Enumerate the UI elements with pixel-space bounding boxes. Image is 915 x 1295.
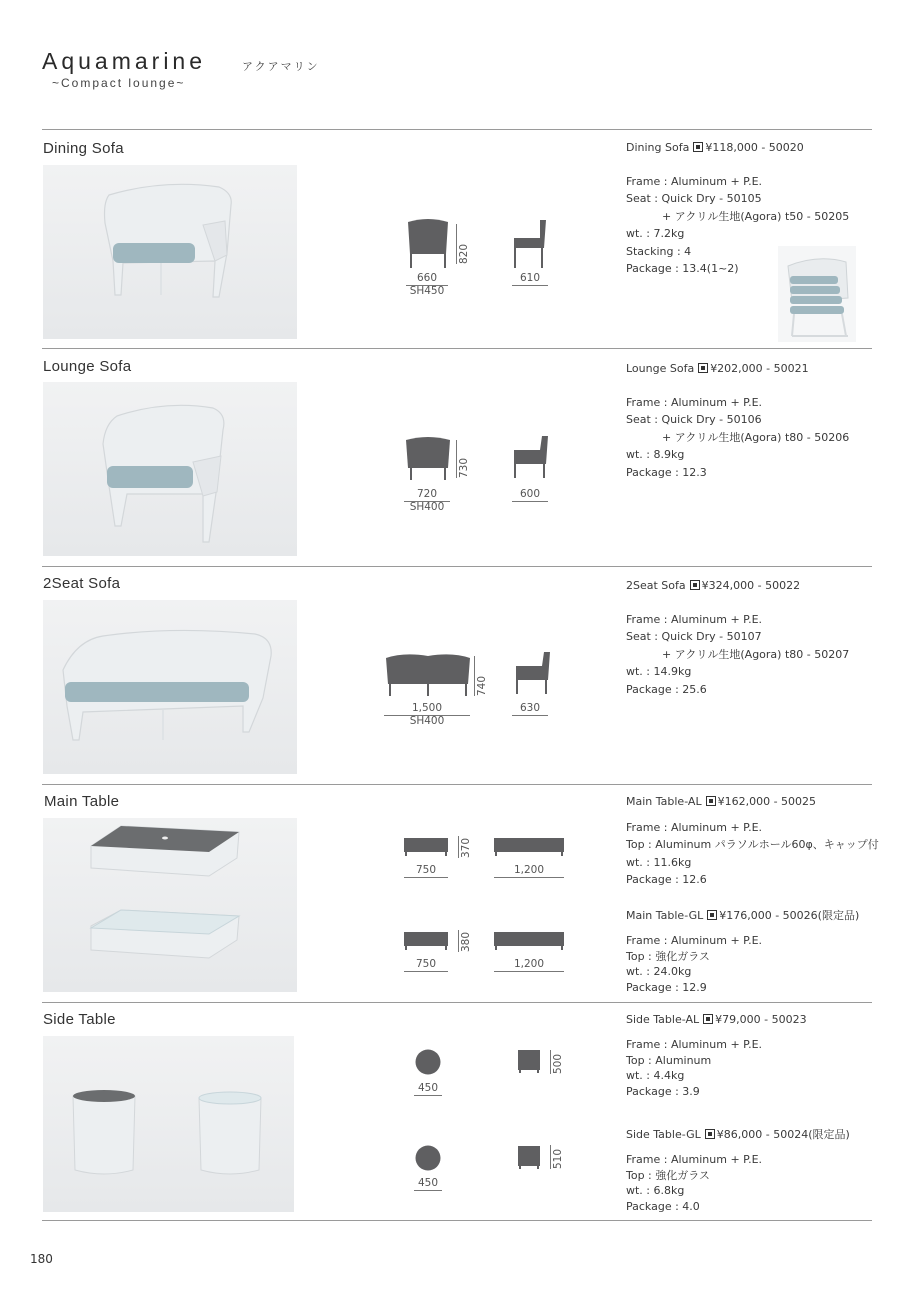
spec-line: wt. : 8.9kg	[626, 448, 685, 461]
side-view-icon	[510, 436, 552, 482]
side-view-icon	[518, 1050, 542, 1076]
product-photo-2seat-sofa	[43, 600, 297, 774]
section-title: Lounge Sofa	[43, 358, 132, 375]
spec-line: Top : Aluminum パラソルホール60φ、キャップ付	[626, 838, 879, 851]
product-spec	[626, 793, 879, 889]
brand-title-kana: アクアマリン	[242, 60, 320, 73]
spec-line: Frame : Aluminum + P.E.	[626, 1153, 763, 1167]
section-title: Main Table	[44, 793, 120, 810]
product-photo-main-table	[43, 818, 297, 992]
product-name: Side Table-AL	[626, 1013, 700, 1026]
front-view-icon	[384, 652, 472, 698]
product-price: ¥118,000 - 50020	[705, 141, 804, 154]
spec-bullet-icon	[703, 1014, 713, 1024]
top-view-icon	[414, 1048, 442, 1076]
spec-line: Top : 強化ガラス	[626, 949, 710, 963]
dim-height: 510	[550, 1145, 564, 1169]
spec-line: Package : 13.4(1~2)	[626, 262, 739, 275]
dim-width: 750	[404, 958, 448, 972]
dim-width: 1,500	[384, 702, 470, 716]
spec-line: Package : 3.9	[626, 1084, 700, 1098]
product-price: ¥176,000 - 50026(限定品)	[719, 909, 860, 922]
dim-diameter: 450	[414, 1082, 442, 1096]
product-price: ¥162,000 - 50025	[717, 795, 817, 808]
dim-seat-height: SH400	[409, 501, 445, 513]
spec-line: Frame : Aluminum + P.E.	[626, 934, 763, 948]
side-view-icon	[518, 1146, 542, 1172]
product-price: ¥79,000 - 50023	[715, 1013, 807, 1026]
spec-line: Frame : Aluminum + P.E.	[626, 174, 763, 188]
front-view-icon	[404, 434, 452, 484]
front-view-icon	[404, 932, 450, 952]
side-view-icon	[494, 932, 566, 952]
spec-bullet-icon	[707, 910, 717, 920]
product-spec	[626, 908, 859, 995]
spec-line: Package : 12.3	[626, 465, 707, 479]
dim-length: 1,200	[494, 864, 564, 878]
dim-height: 380	[460, 931, 472, 952]
spec-line: Package : 12.6	[626, 873, 707, 886]
brand-subtitle: ~Compact lounge~	[52, 76, 186, 90]
side-view-icon	[510, 218, 550, 272]
spec-bullet-icon	[705, 1129, 715, 1139]
product-photo-stacked-chairs	[778, 246, 856, 342]
spec-bullet-icon	[693, 142, 703, 152]
product-name: Dining Sofa	[626, 141, 690, 154]
page-number: 180	[30, 1252, 53, 1266]
spec-line: wt. : 6.8kg	[626, 1184, 685, 1198]
dim-width: 660	[406, 272, 448, 286]
spec-line: + アクリル生地(Agora) t80 - 50206	[662, 430, 850, 444]
dim-height: 500	[550, 1050, 564, 1074]
spec-line: Frame : Aluminum + P.E.	[626, 395, 763, 409]
product-photo-side-table	[43, 1036, 294, 1212]
dim-seat-height: SH400	[409, 715, 445, 727]
product-name: Lounge Sofa	[626, 362, 695, 375]
product-spec	[626, 1127, 850, 1214]
spec-line: + アクリル生地(Agora) t80 - 50207	[662, 647, 850, 661]
dim-depth: 610	[512, 272, 548, 286]
product-price: ¥202,000 - 50021	[710, 362, 809, 375]
side-view-icon	[512, 652, 554, 698]
product-name: Main Table-AL	[626, 795, 702, 808]
spec-line: wt. : 14.9kg	[626, 665, 692, 678]
dim-height: 820	[456, 224, 470, 264]
product-photo-lounge-sofa	[43, 382, 297, 556]
spec-line: Seat : Quick Dry - 50105	[626, 192, 762, 205]
spec-line: + アクリル生地(Agora) t50 - 50205	[662, 209, 850, 223]
section-divider	[42, 129, 872, 130]
spec-line: Frame : Aluminum + P.E.	[626, 820, 763, 834]
product-name: 2Seat Sofa	[626, 579, 686, 592]
side-view-icon	[494, 838, 566, 858]
dim-diameter: 450	[414, 1177, 442, 1191]
product-spec	[626, 360, 849, 481]
spec-line: Package : 12.9	[626, 980, 707, 994]
dim-height: 370	[460, 837, 472, 858]
dim-seat-height: SH450	[409, 285, 445, 297]
brand-title: Aquamarine	[42, 48, 207, 74]
product-photo-dining-sofa	[43, 165, 297, 339]
section-title: Side Table	[43, 1011, 116, 1028]
spec-line: wt. : 24.0kg	[626, 965, 692, 979]
top-view-icon	[414, 1144, 442, 1172]
section-divider	[42, 1220, 872, 1221]
spec-line: wt. : 11.6kg	[626, 855, 692, 869]
spec-line: Package : 4.0	[626, 1199, 700, 1213]
front-view-icon	[404, 838, 450, 858]
product-spec	[626, 577, 849, 698]
section-divider	[42, 566, 872, 567]
product-spec	[626, 1012, 807, 1099]
spec-line: Stacking : 4	[626, 244, 692, 258]
spec-bullet-icon	[690, 580, 700, 590]
product-price: ¥324,000 - 50022	[701, 579, 801, 592]
dim-width: 750	[404, 864, 448, 878]
spec-bullet-icon	[706, 796, 716, 806]
section-title: Dining Sofa	[43, 140, 124, 157]
spec-line: Frame : Aluminum + P.E.	[626, 1038, 763, 1052]
spec-line: wt. : 4.4kg	[626, 1069, 685, 1083]
dim-height: 740	[474, 656, 488, 696]
spec-line: Seat : Quick Dry - 50106	[626, 413, 762, 426]
section-divider	[42, 348, 872, 349]
dim-height: 730	[456, 440, 470, 478]
spec-bullet-icon	[698, 363, 708, 373]
dim-length: 1,200	[494, 958, 564, 972]
product-price: ¥86,000 - 50024(限定品)	[716, 1128, 850, 1141]
spec-line: Package : 25.6	[626, 682, 707, 696]
dim-depth: 630	[512, 702, 548, 716]
spec-line: Top : Aluminum	[626, 1053, 712, 1067]
spec-line: wt. : 7.2kg	[626, 227, 685, 240]
front-view-icon	[404, 216, 452, 272]
spec-line: Top : 強化ガラス	[626, 1168, 710, 1182]
dim-width: 720	[404, 488, 450, 502]
dim-depth: 600	[512, 488, 548, 502]
spec-line: Seat : Quick Dry - 50107	[626, 630, 762, 643]
product-name: Side Table-GL	[626, 1128, 701, 1141]
section-divider	[42, 1002, 872, 1003]
product-name: Main Table-GL	[626, 909, 704, 922]
spec-line: Frame : Aluminum + P.E.	[626, 612, 763, 626]
section-title: 2Seat Sofa	[43, 575, 121, 592]
section-divider	[42, 784, 872, 785]
